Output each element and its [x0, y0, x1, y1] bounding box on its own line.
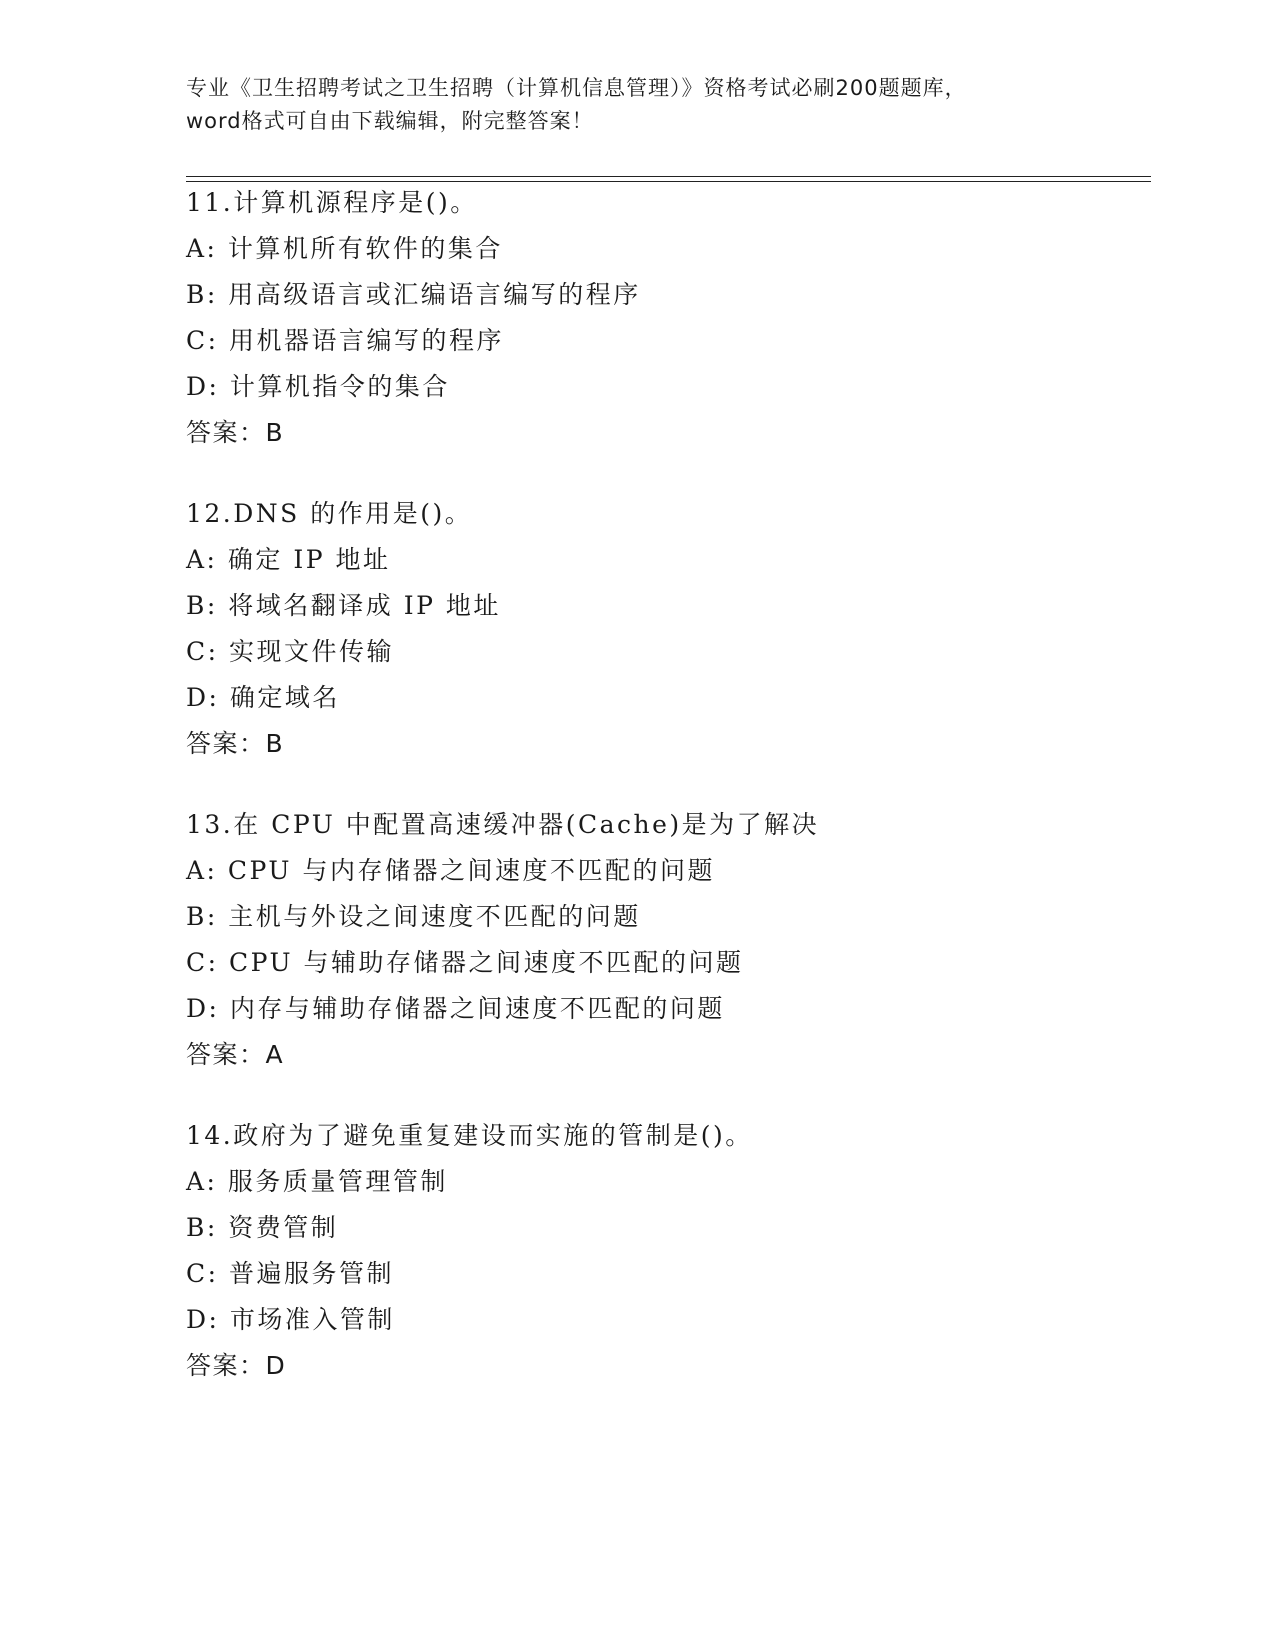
option-c: C: CPU 与辅助存储器之间速度不匹配的问题 — [186, 948, 744, 977]
question-block-13 — [186, 802, 1186, 1078]
option-b: B: 将域名翻译成 IP 地址 — [186, 591, 501, 620]
question-block-14 — [186, 1113, 1186, 1389]
header-divider-top — [186, 176, 1151, 177]
option-a: A: 服务质量管理管制 — [186, 1167, 448, 1196]
option-b: B: 用高级语言或汇编语言编写的程序 — [186, 280, 641, 309]
option-b: B: 主机与外设之间速度不匹配的问题 — [186, 902, 641, 931]
question-stem: 13.在 CPU 中配置高速缓冲器(Cache)是为了解决 — [186, 810, 820, 839]
document-header — [186, 72, 1086, 138]
question-stem: 14.政府为了避免重复建设而实施的管制是()。 — [186, 1121, 753, 1150]
option-c: C: 用机器语言编写的程序 — [186, 326, 504, 355]
question-block-12 — [186, 491, 1186, 767]
option-d: D: 市场准入管制 — [186, 1305, 395, 1334]
answer-line: 答案：B — [186, 418, 285, 447]
option-c: C: 普遍服务管制 — [186, 1259, 394, 1288]
option-c: C: 实现文件传输 — [186, 637, 394, 666]
option-d: D: 计算机指令的集合 — [186, 372, 450, 401]
option-a: A: 计算机所有软件的集合 — [186, 234, 503, 263]
answer-line: 答案：B — [186, 729, 285, 758]
question-block-11 — [186, 180, 1186, 456]
option-b: B: 资费管制 — [186, 1213, 339, 1242]
question-stem: 12.DNS 的作用是()。 — [186, 499, 473, 528]
question-stem: 11.计算机源程序是()。 — [186, 188, 478, 217]
option-a: A: CPU 与内存储器之间速度不匹配的问题 — [186, 856, 715, 885]
header-line-1: 专业《卫生招聘考试之卫生招聘（计算机信息管理）》资格考试必刷200题题库， — [186, 76, 967, 100]
answer-line: 答案：A — [186, 1040, 285, 1069]
answer-line: 答案：D — [186, 1351, 287, 1380]
option-d: D: 内存与辅助存储器之间速度不匹配的问题 — [186, 994, 725, 1023]
option-d: D: 确定域名 — [186, 683, 340, 712]
header-line-2: word格式可自由下载编辑，附完整答案！ — [186, 109, 594, 133]
option-a: A: 确定 IP 地址 — [186, 545, 391, 574]
